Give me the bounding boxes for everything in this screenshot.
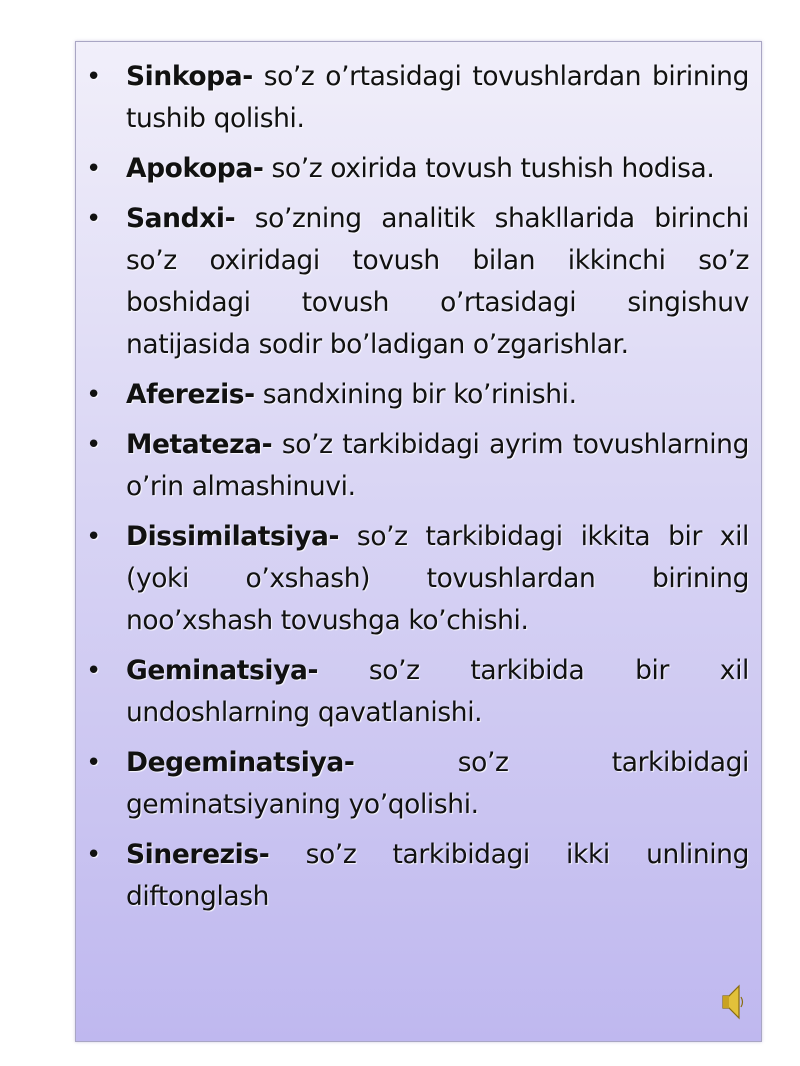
speaker-icon[interactable] [721,983,745,1021]
definition: so’z oxirida tovush tushish hodisa. [271,153,715,184]
definition: so’zning analitik shakllarida birinchi so’z oxiridagi tovush bilan ikkinchi so’z boshidagi tovush o’rtasidagi singishuv natijasida sodir bo’ladigan o’zgarishlar. [126,203,749,360]
list-item [86,424,750,508]
term: Sinerezis- [126,839,270,870]
list-item [86,198,749,366]
bullet-icon: • [86,154,101,184]
list-item [86,516,749,642]
slide [75,41,762,1042]
definition: sandxining bir ko’rinishi. [262,379,577,410]
list-item [86,742,749,826]
definition: so’z tarkibidagi ikki unlining diftonglash [126,839,749,912]
definition: so’z tarkibidagi ikkita bir xil (yoki o’xshash) tovushlardan birining noo’xshash tovushga ko’chishi. [126,521,749,636]
bullet-icon: • [86,380,101,410]
definition: so’z o’rtasidagi tovushlardan birining tushib qolishi. [126,61,749,134]
term: Degeminatsiya- [126,747,355,778]
list-item [86,650,749,734]
term: Apokopa- [126,153,264,184]
bullet-icon: • [86,204,101,234]
term: Aferezis- [126,379,255,410]
bullet-icon: • [86,656,101,686]
term: Sinkopa- [126,61,253,92]
definition: so’z tarkibidagi geminatsiyaning yo’qolishi. [126,747,749,820]
bullet-icon: • [86,522,101,552]
list-item [86,374,749,416]
term-list [76,56,761,926]
bullet-icon: • [86,840,101,870]
bullet-icon: • [86,430,101,460]
list-item [86,148,749,190]
term: Geminatsiya- [126,655,319,686]
bullet-icon: • [86,748,101,778]
definition: so’z tarkibida bir xil undoshlarning qavatlanishi. [126,655,749,728]
term: Metateza- [126,429,273,460]
list-item [86,834,749,918]
definition: so’z tarkibidagi ayrim tovushlarning o’rin almashinuvi. [126,429,750,502]
bullet-icon: • [86,62,101,92]
term: Sandxi- [126,203,236,234]
term: Dissimilatsiya- [126,521,340,552]
list-item [86,56,749,140]
